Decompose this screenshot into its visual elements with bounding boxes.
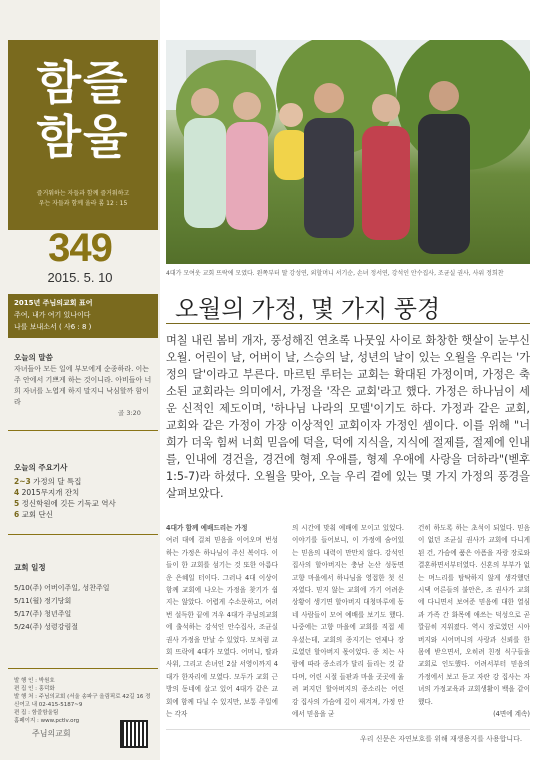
qr-code-icon: [120, 720, 148, 748]
info-item: 발 행 인 : 박원호: [14, 678, 55, 684]
info-item: 편 집 : 함즐함울팀: [14, 710, 59, 716]
schedule-item: 5/10(주) 어버이주일, 성찬주일: [14, 584, 110, 592]
headline: 오월의 가정, 몇 가지 풍경: [175, 296, 441, 323]
headline-rule: [166, 323, 530, 324]
footer-note: 우리 신문은 자연보호를 위해 재생용지를 사용합니다.: [360, 735, 523, 743]
article-item[interactable]: 5 정신학원에 깃든 기독교 역사: [14, 499, 116, 508]
column-subheading: 4대가 함께 예배드리는 가정: [166, 524, 248, 532]
article-column-3: 건히 하도록 하는 초석이 되었다. 믿음이 없던 조균실 권사가 교회에 다니게 된 건, 가슴에 품은 아픔을 자랑 장로와 결혼하면서부터였다. 신혼의 부부가 없는 며느리를 탐탁하지 않게 생각했던 시댁 어른들의 불안은, 조 권사가 교회에 다니면서 보여준 믿음에 대한 열심과 가족 간 화목에 애쓰는 덕성으로 곧 깔끔히 지워졌다. 역시 장로였던 시아버지와 시어머니의 사랑과 신뢰를 한 몸에 받으면서, 오히려 친정 식구들을 교회로 인도했다. 어려서부터 믿음의 가정에서 보고 듣고 자란 강 집사는 자녀의 가정교육과 교회생활이 백을 같이 했다. (4면에 계속): [418, 522, 530, 721]
masthead-title-line2: 함울: [36, 110, 130, 164]
masthead-subtitle-line2: 우는 자들과 함께 울라 롬 12 : 15: [38, 200, 128, 207]
divider: [8, 430, 158, 431]
schedule-title: 교회 일정: [14, 563, 46, 572]
article-list: [14, 476, 154, 520]
articles-title: 오늘의 주요기사: [14, 463, 68, 472]
info-item: 홈페이지 : www.pctlv.org: [14, 718, 80, 724]
divider: [8, 534, 158, 535]
issue-date: 2015. 5. 10: [47, 270, 113, 285]
family-photo: [166, 40, 530, 264]
issue-number: 349: [48, 226, 112, 270]
schedule-item: 5/11(월) 정기당회: [14, 597, 72, 605]
divider: [8, 668, 158, 669]
article-item[interactable]: 2~3 가정의 달 특집: [14, 477, 82, 486]
continued-note: (4면에 계속): [493, 710, 530, 719]
info-item: 편 집 인 : 홍덕화: [14, 686, 55, 692]
masthead: [8, 40, 158, 230]
schedule-item: 5/17(주) 청년주일: [14, 610, 72, 618]
theme-line3: 나를 보내소서 ( 사6 : 8 ): [14, 323, 92, 331]
article-item[interactable]: 4 2015무지개 잔치: [14, 488, 80, 497]
schedule-list: [14, 582, 154, 634]
church-logo: 주님의교회: [32, 729, 71, 738]
article-item[interactable]: 6 교회 단신: [14, 510, 53, 519]
theme-line2: 주여, 내가 여기 있나이다: [14, 311, 91, 319]
article-column-1: 4대가 함께 예배드리는 가정 여러 대에 걸쳐 믿음을 이어오며 번성하는 가정은 하나님이 주신 복이다. 이들이 한 교회를 섬기는 것 또한 아름다운 은혜일 터이다. 그러나 4대 이상이 함께 교회에 나오는 가정을 찾기가 쉽지는 않았다. 어렵게 수소문하고, 여러 번 설득한 끝에 겨우 4대가 주님의교회에 출석하는 강석인 안수집사, 조균실 권사 가정을 만날 수 있었다. 모처럼 교회 뜨락에 4대가 모였다. 어머니, 딸과 사위, 그리고 손녀인 2살 서영이까지 4대가 한자리에 모였다. 모두가 교회 근방의 동네에 살고 있어 4대가 같은 교회에 함께 다닐 수 있지만, 보통 주일에는 각자: [166, 524, 278, 719]
article-column-2: 의 시간에 맞춰 예배에 모이고 있었다. 이야기를 들어보니, 이 가정에 숨어있는 믿음의 내력이 만만치 않다. 강석인 집사의 할아버지는 충남 논산 성동면 고향 마을에서 하나님을 영접한 첫 신자였다. 믿지 않는 교회에 가기 어려운 상황이 생기면 할아버지 대청마루에 동네 사람들이 모여 예배를 보기도 했다. 나중에는 고향 마을에 교회를 직접 세우셨는데, 교회의 종지기는 언제나 장로였던 할아버지 몫이었다. 종 치는 사람에 따라 종소리가 달리 들리는 것 같다며, 어린 시절 들판과 마을 곳곳에 울려 퍼지던 할아버지의 종소리는 어린 강 집사의 가슴에 깊이 새겨져, 가정 안에서 믿음을 굳: [292, 524, 404, 719]
intro-paragraph: 며칠 내린 봄비 개자, 풍성해진 연초록 나뭇잎 사이로 화창한 햇살이 눈부신 오월. 어린이 날, 어버이 날, 스승의 날, 성년의 날이 있는 오월을 우리는 '가정의 달'이라고 부른다. 마르틴 루터는 교회는 확대된 가정이며, 가정은 축소된 교회라는 의미에서, 가정을 '작은 교회'라고 했다. 가정은 하나님이 세운 신적인 제도이며, '하나님 나라의 모델'이기도 하다. 가정과 같은 교회, 교회와 같은 가정이 가장 이상적인 교회이자 가정인 셈이다. 이를 위해 "너희가 더욱 힘써 너희 믿음에 덕을, 덕에 지식을, 지식에 절제를, 절제에 인내를, 인내에 경건을, 경건에 형제 우애를, 형제 우애에 사랑을 더하라"(벧후 1:5-7)라 하셨다. 오월을 맞아, 오늘 우리 곁에 있는 몇 가지 가정의 풍경을 살펴보았다.: [166, 334, 530, 500]
masthead-subtitle-line1: 즐거워하는 자들과 함께 즐거워하고: [36, 190, 130, 197]
schedule-item: 5/24(주) 성령강림절: [14, 623, 78, 631]
theme-line1: 2015년 주님의교회 표어: [14, 299, 93, 307]
info-item: 발 행 처 : 주님의교회 (서울 송파구 올림픽로 42길 16 정신여고 내 02-415-5187~9: [14, 694, 151, 708]
word-ref: 골 3:20: [118, 409, 141, 417]
publisher-info: [14, 677, 154, 725]
family-photo-illustration: [166, 40, 530, 264]
word-text: 자녀들아 모든 일에 부모에게 순종하라. 이는 주 안에서 기쁘게 하는 것이니라. 아비들아 너희 자녀를 노엽게 하지 말지니 낙심할까 함이라: [14, 365, 152, 406]
photo-caption: 4대가 모여웃 교회 뜨락에 모였다. 왼쪽부터 딸 강성연, 외할머니 서기순, 손녀 정서연, 강석인 안수집사, 조균실 권사, 사위 정희찬: [166, 270, 504, 277]
word-title: 오늘의 말씀: [14, 353, 53, 362]
footer-rule: [166, 729, 530, 730]
masthead-title-line1: 함즐: [36, 56, 130, 110]
theme-box: [8, 294, 158, 338]
